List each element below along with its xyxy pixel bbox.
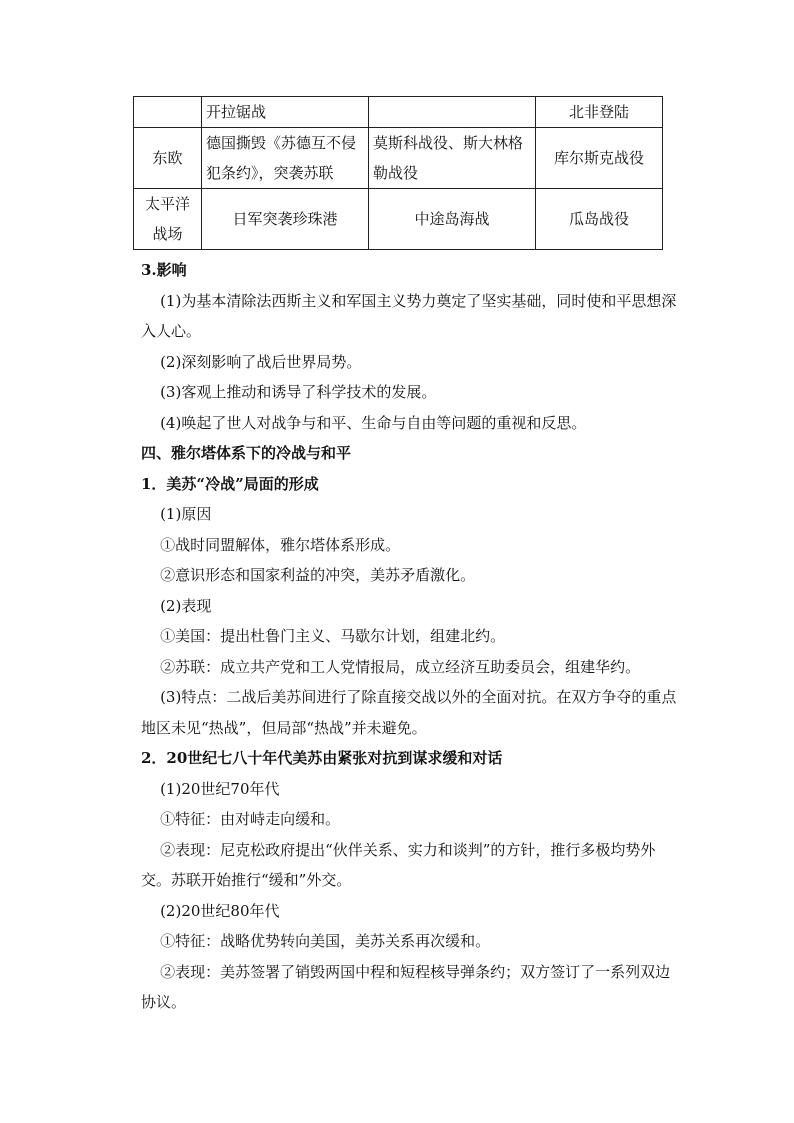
paragraph: (2)深刻影响了战后世界局势。 [160, 352, 362, 371]
table-cell: 北非登陆 [536, 97, 663, 128]
table-cell: 日军突袭珍珠港 [202, 189, 369, 250]
region-cell [134, 97, 202, 128]
table-cell: 中途岛海战 [369, 189, 536, 250]
paragraph: (3)特点：二战后美苏间进行了除直接交战以外的全面对抗。在双方争夺的重点地区未见“热战”，但局部“热战”并未避免。 [141, 688, 677, 737]
table-row [134, 128, 663, 189]
paragraph: (2)20世纪80年代 [160, 901, 280, 920]
table-row [134, 189, 663, 250]
paragraph: (2)表现 [160, 596, 212, 615]
subsection-heading: 1．美苏“冷战”局面的形成 [141, 474, 319, 493]
paragraph: ②表现：美苏签署了销毁两国中程和短程核导弹条约；双方签订了一系列双边协议。 [141, 962, 671, 1011]
paragraph: ②表现：尼克松政府提出“伙伴关系、实力和谈判”的方针，推行多极均势外交。苏联开始推行“缓和”外交。 [141, 840, 656, 889]
paragraph: ①美国：提出杜鲁门主义、马歇尔计划，组建北约。 [160, 627, 506, 645]
region-cell: 东欧 [134, 128, 202, 189]
paragraph: ①战时同盟解体，雅尔塔体系形成。 [160, 535, 401, 554]
table-cell: 莫斯科战役、斯大林格勒战役 [369, 128, 536, 189]
paragraph: ②意识形态和国家利益的冲突，美苏矛盾激化。 [160, 566, 476, 584]
paragraph: (4)唤起了世人对战争与和平、生命与自由等问题的重视和反思。 [160, 413, 587, 432]
battle-table [133, 96, 663, 250]
table-cell [369, 97, 536, 128]
table-cell: 瓜岛战役 [536, 189, 663, 250]
section-heading: 四、雅尔塔体系下的冷战与和平 [141, 444, 352, 462]
paragraph: (1)原因 [160, 505, 212, 523]
paragraph: ①特征：由对峙走向缓和。 [160, 810, 341, 828]
table-row [134, 97, 663, 128]
paragraph: (3)客观上推动和诱导了科学技术的发展。 [160, 383, 437, 401]
paragraph: (1)20世纪70年代 [160, 779, 280, 798]
table-cell: 德国撕毁《苏德互不侵犯条约》，突袭苏联 [202, 128, 369, 189]
region-cell: 太平洋战场 [134, 189, 202, 250]
section-heading: 3.影响 [141, 261, 187, 279]
paragraph: ②苏联：成立共产党和工人党情报局，成立经济互助委员会，组建华约。 [160, 657, 641, 676]
paragraph: ①特征：战略优势转向美国，美苏关系再次缓和。 [160, 932, 491, 950]
table-cell: 开拉锯战 [202, 97, 369, 128]
subsection-heading: 2．20世纪七八十年代美苏由紧张对抗到谋求缓和对话 [141, 749, 503, 767]
table-cell: 库尔斯克战役 [536, 128, 663, 189]
body-text [141, 255, 681, 1018]
paragraph: (1)为基本清除法西斯主义和军国主义势力奠定了坚实基础，同时使和平思想深入人心。 [141, 291, 677, 340]
